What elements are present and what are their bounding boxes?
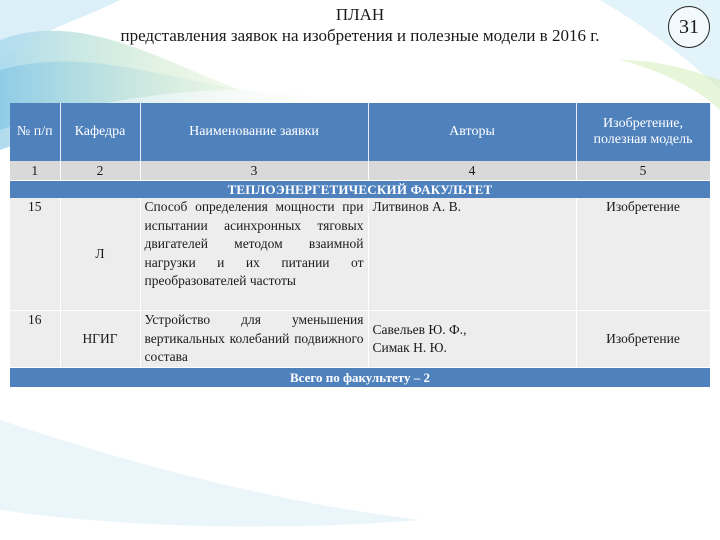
author-line: Симак Н. Ю. [372,340,447,355]
faculty-total: Всего по факультету – 2 [10,368,710,388]
header-dept: Кафедра [60,103,140,161]
total-row [10,368,710,388]
col-number: 2 [60,161,140,181]
row-authors [368,198,576,311]
author-line: Савельев Ю. Ф., [372,321,467,337]
document-title [0,4,720,46]
row-name: Устройство для уменьшения вертикальных колебаний подвижного состава [140,311,368,368]
row-authors [368,311,576,368]
table-row [10,198,710,311]
row-type: Изобретение [576,311,710,368]
faculty-row [10,181,710,199]
row-type: Изобретение [576,198,710,311]
column-number-row [10,161,710,181]
table-header-row [10,103,710,161]
page-number-badge: 31 [668,6,710,48]
col-number: 4 [368,161,576,181]
author-line: Литвинов А. В. [372,199,461,214]
row-name: Способ определения мощности при испытании асинхронных тяговых двигателей методом взаимной нагрузки и их питании от преобразователей частоты [140,198,368,311]
title-line-2: представления заявок на изобретения и полезные модели в 2016 г. [120,26,600,45]
header-num: № п/п [10,103,60,161]
col-number: 1 [10,161,60,181]
header-authors: Авторы [368,103,576,161]
title-line-1: ПЛАН [335,5,385,24]
header-type: Изобретение, полезная модель [576,103,710,161]
applications-table [10,103,711,387]
row-num: 15 [10,198,60,311]
col-number: 3 [140,161,368,181]
faculty-name: ТЕПЛОЭНЕРГЕТИЧЕСКИЙ ФАКУЛЬТЕТ [10,181,710,199]
row-num: 16 [10,311,60,368]
row-dept: Л [60,198,140,311]
col-number: 5 [576,161,710,181]
row-dept: НГИГ [60,311,140,368]
header-name: Наименование заявки [140,103,368,161]
table-row [10,311,710,368]
